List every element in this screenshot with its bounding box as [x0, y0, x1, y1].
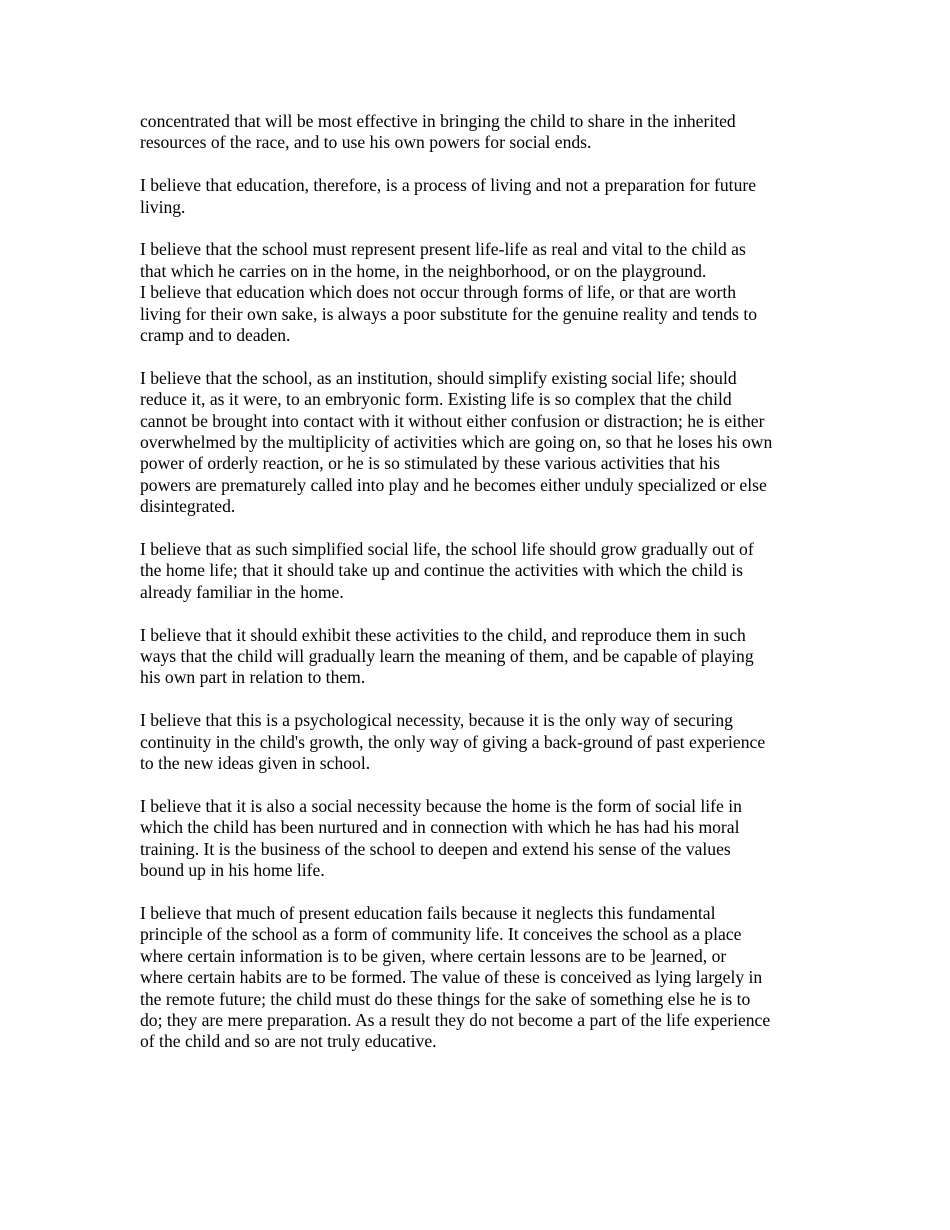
paragraph: concentrated that will be most effective in bringing the child to share in the inherited resources of the race, and to use his own powers for social ends.	[140, 111, 736, 153]
paragraph: I believe that this is a psychological necessity, because it is the only way of securing continuity in the child's growth, the only way of giving a back-ground of past experience to the new ideas given in school.	[140, 710, 766, 774]
paragraph: I believe that as such simplified social life, the school life should grow gradually out of the home life; that it should take up and continue the activities with which the child is already familiar in the home.	[140, 539, 754, 602]
paragraph: I believe that the school must represent present life-life as real and vital to the child as that which he carries on in the home, in the neighborhood, or on the playground.	[140, 239, 746, 281]
paragraph: I believe that the school, as an institution, should simplify existing social life; should reduce it, as it were, to an embryonic form. Existing life is so complex that the child cannot be brought into contact with it without either confusion or distraction; he is either overwhelmed by the multiplicity of activities which are going on, so that he loses his own power of orderly reaction, or he is so stimulated by these various activities that his powers are prematurely called into play and he becomes either unduly specialized or else disintegrated.	[140, 367, 773, 517]
paragraph: I believe that much of present education fails because it neglects this fundamental principle of the school as a form of community life. It conceives the school as a place where certain information is to be given, where certain lessons are to be ]earned, or where certain habits are to be formed. The value of these is conceived as lying largely in the remote future; the child must do these things for the sake of something else he is to do; they are mere preparation. As a result they do not become a part of the life experience of the child and so are not truly educative.	[140, 902, 771, 1052]
paragraph: I believe that it should exhibit these activities to the child, and reproduce them in such ways that the child will gradually learn the meaning of them, and be capable of playing his own part in relation to them.	[140, 624, 754, 688]
paragraph: I believe that education which does not occur through forms of life, or that are worth living for their own sake, is always a poor substitute for the genuine reality and tends to cramp and to deaden.	[140, 282, 758, 346]
paragraph: I believe that it is also a social necessity because the home is the form of social life in which the child has been nurtured and in connection with which he has had his moral training. It is the business of the school to deepen and extend his sense of the values bound up in his home life.	[140, 795, 742, 881]
body-text	[140, 111, 830, 1074]
paragraph: I believe that education, therefore, is a process of living and not a preparation for future living.	[140, 175, 757, 217]
